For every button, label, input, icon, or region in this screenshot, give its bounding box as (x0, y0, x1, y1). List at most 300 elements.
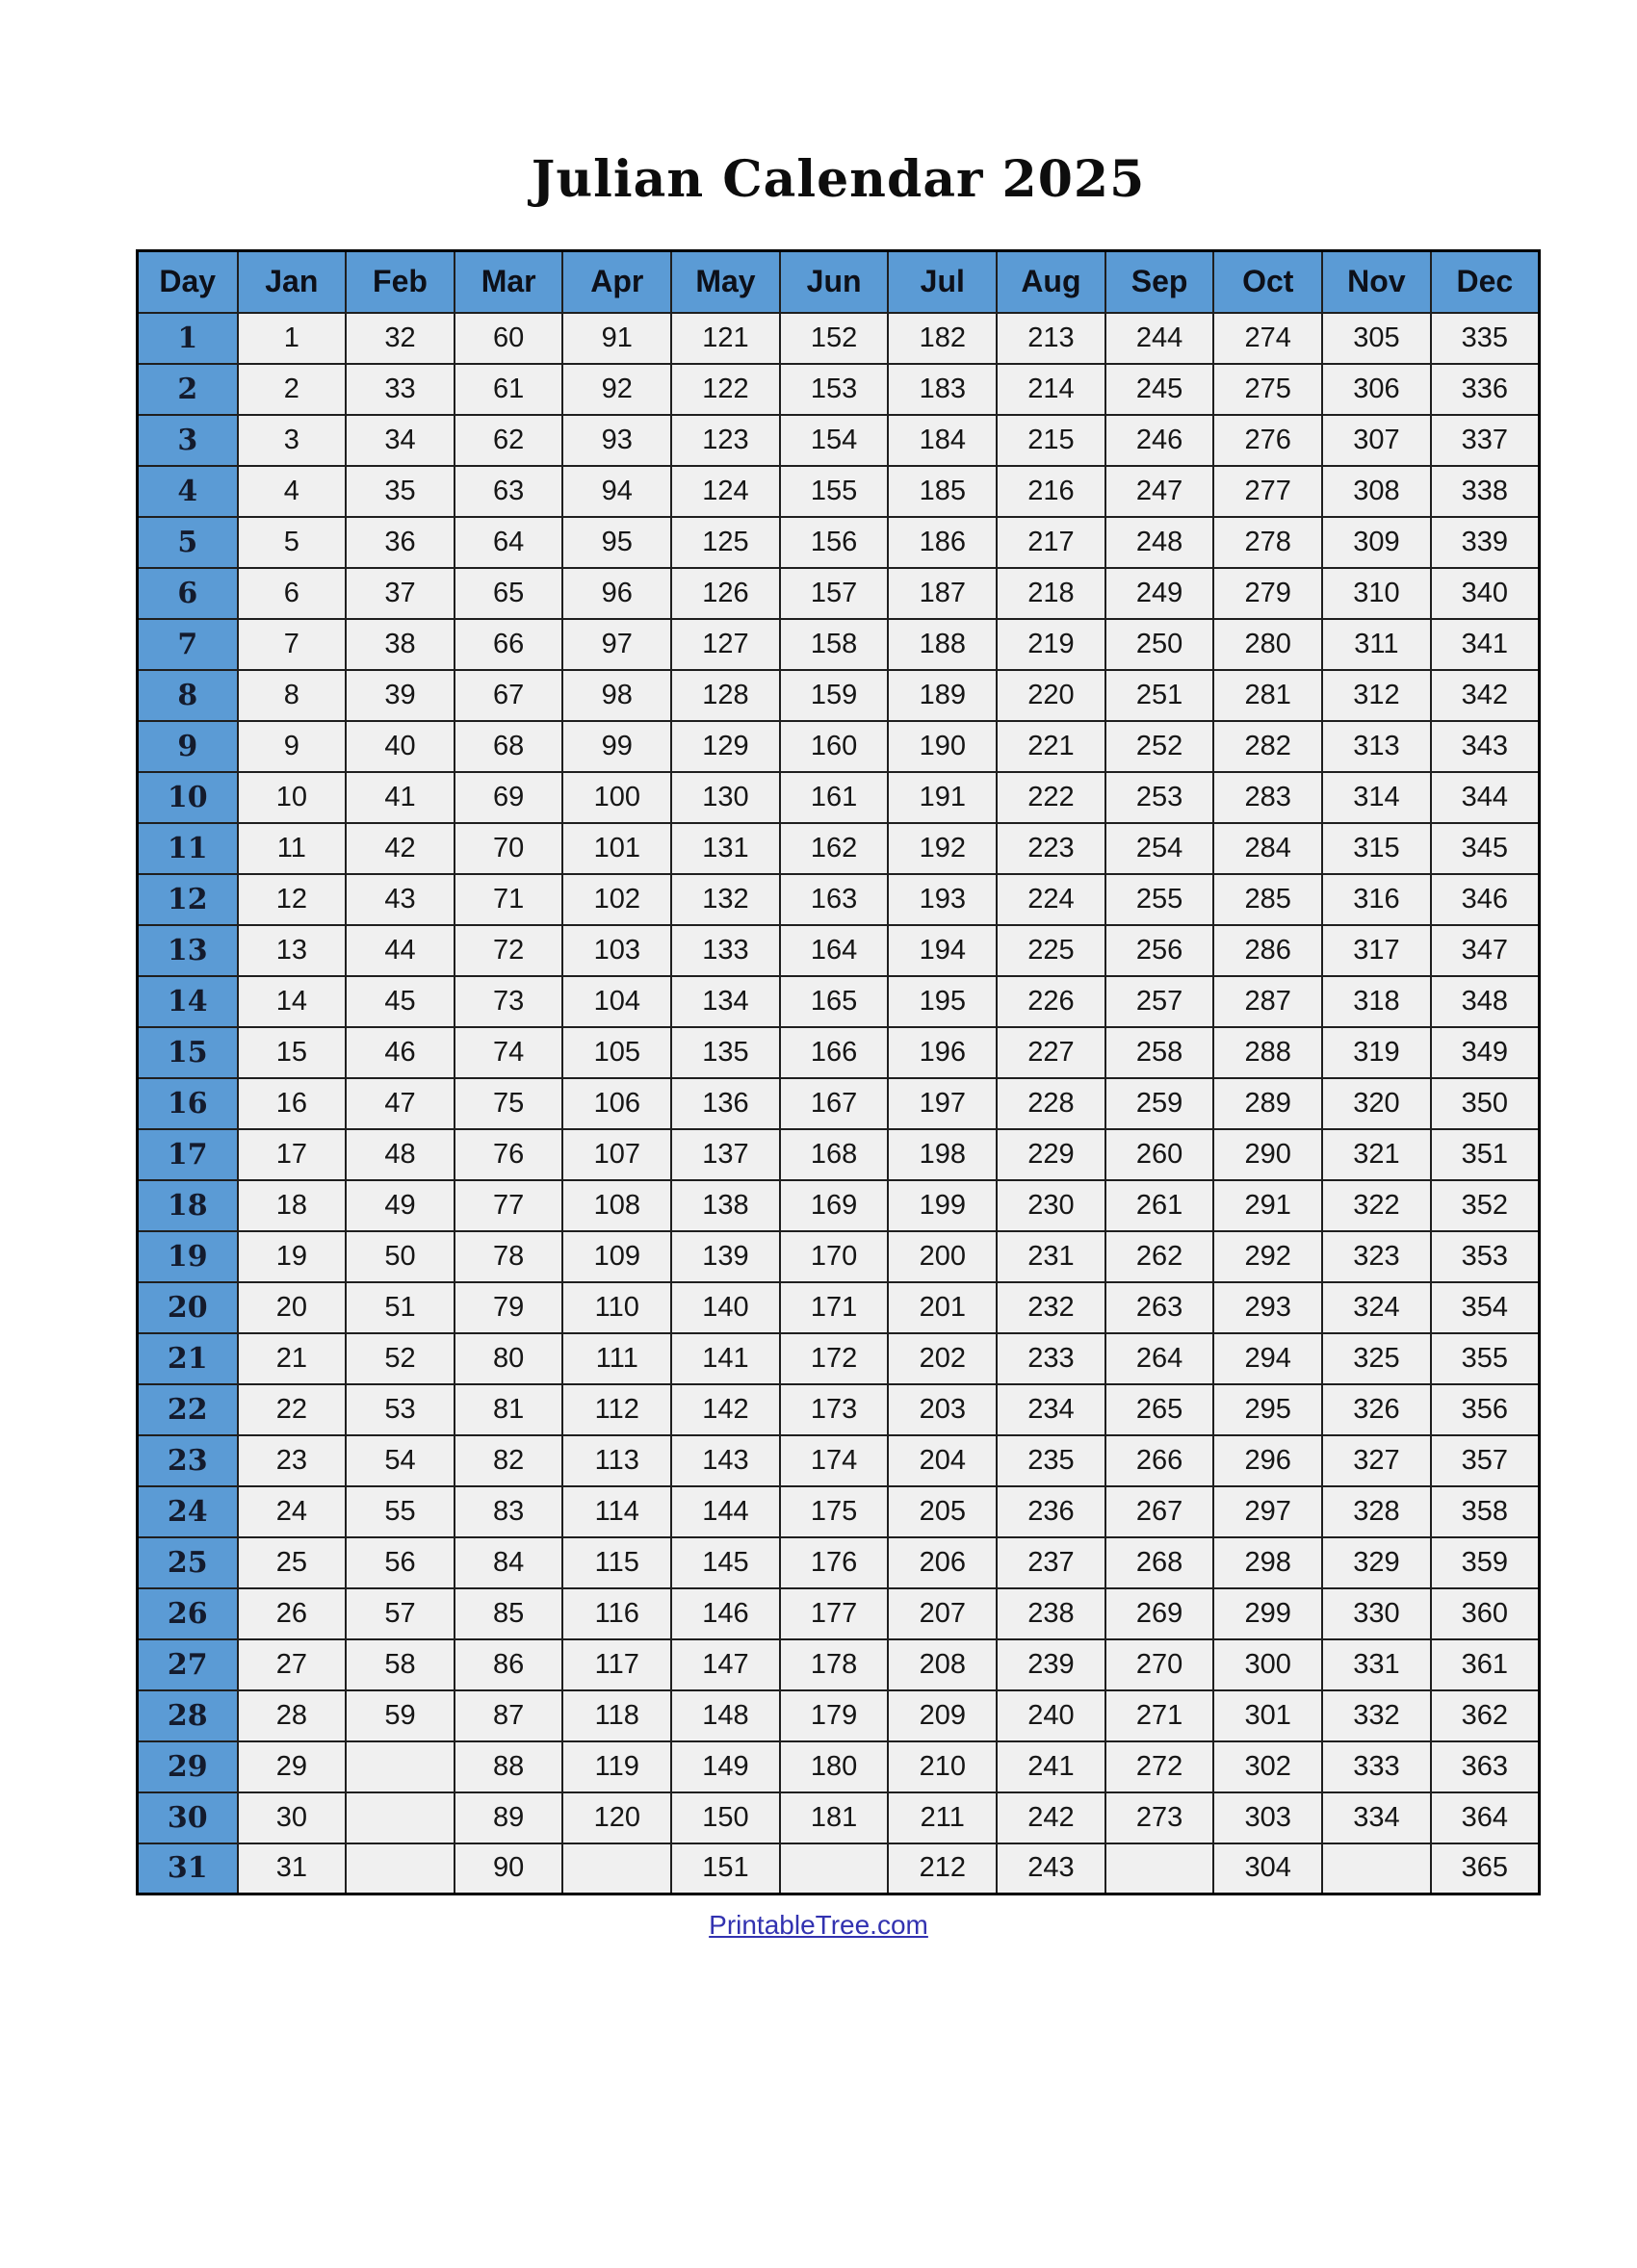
julian-day-cell: 104 (562, 976, 671, 1027)
julian-day-cell: 301 (1213, 1690, 1322, 1741)
julian-day-cell: 269 (1105, 1588, 1214, 1639)
julian-day-cell: 190 (888, 721, 997, 772)
julian-day-cell: 189 (888, 670, 997, 721)
julian-day-cell: 118 (562, 1690, 671, 1741)
julian-day-cell: 349 (1431, 1027, 1540, 1078)
julian-day-cell: 294 (1213, 1333, 1322, 1384)
julian-day-cell: 250 (1105, 619, 1214, 670)
julian-day-cell: 314 (1322, 772, 1431, 823)
julian-day-cell: 41 (346, 772, 455, 823)
julian-day-cell: 312 (1322, 670, 1431, 721)
julian-day-cell: 37 (346, 568, 455, 619)
julian-day-cell: 180 (780, 1741, 889, 1792)
julian-day-cell: 149 (671, 1741, 780, 1792)
julian-day-cell: 186 (888, 517, 997, 568)
julian-day-cell: 233 (997, 1333, 1105, 1384)
julian-day-cell: 100 (562, 772, 671, 823)
julian-day-cell: 354 (1431, 1282, 1540, 1333)
julian-day-cell: 206 (888, 1537, 997, 1588)
julian-day-cell: 245 (1105, 364, 1214, 415)
julian-day-cell: 7 (238, 619, 347, 670)
julian-day-cell: 79 (455, 1282, 563, 1333)
julian-day-cell: 323 (1322, 1231, 1431, 1282)
julian-day-cell: 184 (888, 415, 997, 466)
julian-day-cell: 365 (1431, 1843, 1540, 1894)
julian-day-cell: 305 (1322, 313, 1431, 364)
julian-day-cell: 343 (1431, 721, 1540, 772)
julian-day-cell: 258 (1105, 1027, 1214, 1078)
day-cell: 16 (138, 1078, 238, 1129)
day-cell: 5 (138, 517, 238, 568)
julian-day-cell: 226 (997, 976, 1105, 1027)
julian-day-cell: 306 (1322, 364, 1431, 415)
julian-day-cell: 240 (997, 1690, 1105, 1741)
julian-day-cell: 364 (1431, 1792, 1540, 1843)
julian-day-cell: 243 (997, 1843, 1105, 1894)
julian-day-cell: 23 (238, 1435, 347, 1486)
julian-day-cell: 69 (455, 772, 563, 823)
column-header-jun: Jun (780, 251, 889, 313)
julian-day-cell (1105, 1843, 1214, 1894)
julian-day-cell: 131 (671, 823, 780, 874)
julian-day-cell: 345 (1431, 823, 1540, 874)
julian-day-cell: 128 (671, 670, 780, 721)
julian-day-cell: 172 (780, 1333, 889, 1384)
julian-day-cell: 238 (997, 1588, 1105, 1639)
column-header-sep: Sep (1105, 251, 1214, 313)
julian-day-cell: 98 (562, 670, 671, 721)
julian-day-cell: 17 (238, 1129, 347, 1180)
julian-day-cell: 177 (780, 1588, 889, 1639)
julian-day-cell: 169 (780, 1180, 889, 1231)
julian-day-cell: 80 (455, 1333, 563, 1384)
julian-day-cell: 105 (562, 1027, 671, 1078)
julian-day-cell: 231 (997, 1231, 1105, 1282)
julian-day-cell: 318 (1322, 976, 1431, 1027)
julian-day-cell: 167 (780, 1078, 889, 1129)
julian-day-cell: 102 (562, 874, 671, 925)
table-row (138, 1486, 1540, 1537)
julian-day-cell: 127 (671, 619, 780, 670)
julian-day-cell: 202 (888, 1333, 997, 1384)
day-cell: 15 (138, 1027, 238, 1078)
julian-day-cell: 211 (888, 1792, 997, 1843)
day-cell: 18 (138, 1180, 238, 1231)
julian-day-cell: 357 (1431, 1435, 1540, 1486)
julian-day-cell: 297 (1213, 1486, 1322, 1537)
julian-day-cell: 2 (238, 364, 347, 415)
julian-day-cell: 209 (888, 1690, 997, 1741)
day-cell: 22 (138, 1384, 238, 1435)
julian-day-cell: 162 (780, 823, 889, 874)
julian-day-cell: 13 (238, 925, 347, 976)
julian-day-cell: 94 (562, 466, 671, 517)
julian-day-cell: 36 (346, 517, 455, 568)
table-row (138, 874, 1540, 925)
julian-day-cell: 34 (346, 415, 455, 466)
table-row (138, 1690, 1540, 1741)
julian-day-cell: 289 (1213, 1078, 1322, 1129)
julian-day-cell: 282 (1213, 721, 1322, 772)
julian-day-cell: 360 (1431, 1588, 1540, 1639)
julian-day-cell: 63 (455, 466, 563, 517)
julian-day-cell: 244 (1105, 313, 1214, 364)
table-row (138, 1588, 1540, 1639)
table-row (138, 1639, 1540, 1690)
julian-day-cell: 264 (1105, 1333, 1214, 1384)
julian-day-cell: 26 (238, 1588, 347, 1639)
julian-day-cell: 52 (346, 1333, 455, 1384)
julian-day-cell: 279 (1213, 568, 1322, 619)
column-header-jan: Jan (238, 251, 347, 313)
table-row (138, 415, 1540, 466)
julian-day-cell: 296 (1213, 1435, 1322, 1486)
julian-day-cell: 340 (1431, 568, 1540, 619)
julian-day-cell: 361 (1431, 1639, 1540, 1690)
julian-day-cell: 59 (346, 1690, 455, 1741)
table-row (138, 823, 1540, 874)
julian-day-cell: 176 (780, 1537, 889, 1588)
table-row (138, 1333, 1540, 1384)
julian-day-cell: 275 (1213, 364, 1322, 415)
julian-day-cell: 4 (238, 466, 347, 517)
footer-link[interactable]: PrintableTree.com (709, 1910, 928, 1940)
julian-day-cell: 271 (1105, 1690, 1214, 1741)
julian-day-cell: 227 (997, 1027, 1105, 1078)
julian-day-cell (346, 1741, 455, 1792)
julian-day-cell: 327 (1322, 1435, 1431, 1486)
julian-day-cell: 93 (562, 415, 671, 466)
julian-day-cell: 273 (1105, 1792, 1214, 1843)
table-row (138, 1129, 1540, 1180)
julian-day-cell: 276 (1213, 415, 1322, 466)
day-cell: 24 (138, 1486, 238, 1537)
julian-day-cell: 126 (671, 568, 780, 619)
julian-day-cell: 363 (1431, 1741, 1540, 1792)
column-header-jul: Jul (888, 251, 997, 313)
table-row (138, 1180, 1540, 1231)
julian-day-cell: 147 (671, 1639, 780, 1690)
table-row (138, 1792, 1540, 1843)
julian-day-cell: 121 (671, 313, 780, 364)
julian-day-cell: 84 (455, 1537, 563, 1588)
julian-day-cell: 293 (1213, 1282, 1322, 1333)
julian-day-cell: 321 (1322, 1129, 1431, 1180)
table-row (138, 1078, 1540, 1129)
table-row (138, 1537, 1540, 1588)
day-cell: 10 (138, 772, 238, 823)
julian-day-cell: 309 (1322, 517, 1431, 568)
julian-day-cell: 252 (1105, 721, 1214, 772)
julian-day-cell: 117 (562, 1639, 671, 1690)
julian-day-cell: 87 (455, 1690, 563, 1741)
julian-day-cell: 106 (562, 1078, 671, 1129)
julian-day-cell: 60 (455, 313, 563, 364)
table-row (138, 619, 1540, 670)
julian-day-cell: 157 (780, 568, 889, 619)
julian-day-cell: 83 (455, 1486, 563, 1537)
calendar-table-container (136, 249, 1541, 1895)
julian-day-cell: 90 (455, 1843, 563, 1894)
julian-day-cell: 163 (780, 874, 889, 925)
julian-day-cell: 322 (1322, 1180, 1431, 1231)
julian-day-cell: 96 (562, 568, 671, 619)
julian-day-cell: 195 (888, 976, 997, 1027)
julian-day-cell: 295 (1213, 1384, 1322, 1435)
julian-day-cell: 283 (1213, 772, 1322, 823)
julian-day-cell: 260 (1105, 1129, 1214, 1180)
julian-day-cell: 158 (780, 619, 889, 670)
table-row (138, 466, 1540, 517)
julian-day-cell: 350 (1431, 1078, 1540, 1129)
julian-day-cell: 77 (455, 1180, 563, 1231)
julian-day-cell: 181 (780, 1792, 889, 1843)
julian-day-cell: 328 (1322, 1486, 1431, 1537)
table-row (138, 1282, 1540, 1333)
day-cell: 4 (138, 466, 238, 517)
julian-day-cell: 65 (455, 568, 563, 619)
julian-day-cell: 114 (562, 1486, 671, 1537)
column-header-aug: Aug (997, 251, 1105, 313)
julian-day-cell: 57 (346, 1588, 455, 1639)
julian-day-cell: 236 (997, 1486, 1105, 1537)
julian-day-cell: 49 (346, 1180, 455, 1231)
table-row (138, 364, 1540, 415)
julian-day-cell: 336 (1431, 364, 1540, 415)
julian-day-cell: 103 (562, 925, 671, 976)
julian-day-cell: 222 (997, 772, 1105, 823)
julian-day-cell: 207 (888, 1588, 997, 1639)
julian-day-cell: 261 (1105, 1180, 1214, 1231)
julian-day-cell: 85 (455, 1588, 563, 1639)
table-row (138, 568, 1540, 619)
julian-day-cell: 173 (780, 1384, 889, 1435)
table-row (138, 976, 1540, 1027)
julian-day-cell: 109 (562, 1231, 671, 1282)
julian-day-cell: 221 (997, 721, 1105, 772)
julian-day-cell: 8 (238, 670, 347, 721)
julian-day-cell: 300 (1213, 1639, 1322, 1690)
julian-day-cell: 175 (780, 1486, 889, 1537)
julian-day-cell: 334 (1322, 1792, 1431, 1843)
julian-day-cell: 199 (888, 1180, 997, 1231)
julian-day-cell: 307 (1322, 415, 1431, 466)
julian-day-cell: 154 (780, 415, 889, 466)
julian-day-cell (562, 1843, 671, 1894)
column-header-feb: Feb (346, 251, 455, 313)
julian-day-cell: 166 (780, 1027, 889, 1078)
julian-day-cell: 68 (455, 721, 563, 772)
julian-day-cell: 325 (1322, 1333, 1431, 1384)
julian-day-cell: 29 (238, 1741, 347, 1792)
julian-day-cell: 66 (455, 619, 563, 670)
julian-day-cell: 232 (997, 1282, 1105, 1333)
julian-day-cell: 50 (346, 1231, 455, 1282)
julian-day-cell: 40 (346, 721, 455, 772)
julian-day-cell: 24 (238, 1486, 347, 1537)
julian-day-cell: 203 (888, 1384, 997, 1435)
julian-day-cell: 145 (671, 1537, 780, 1588)
julian-day-cell: 246 (1105, 415, 1214, 466)
julian-day-cell: 234 (997, 1384, 1105, 1435)
julian-day-cell: 30 (238, 1792, 347, 1843)
julian-day-cell: 287 (1213, 976, 1322, 1027)
julian-day-cell: 62 (455, 415, 563, 466)
julian-day-cell: 335 (1431, 313, 1540, 364)
julian-day-cell: 224 (997, 874, 1105, 925)
day-cell: 25 (138, 1537, 238, 1588)
day-cell: 13 (138, 925, 238, 976)
julian-day-cell: 212 (888, 1843, 997, 1894)
julian-day-cell: 107 (562, 1129, 671, 1180)
table-row (138, 1435, 1540, 1486)
julian-day-cell: 67 (455, 670, 563, 721)
julian-day-cell: 210 (888, 1741, 997, 1792)
julian-day-cell: 329 (1322, 1537, 1431, 1588)
julian-day-cell: 119 (562, 1741, 671, 1792)
julian-day-cell: 254 (1105, 823, 1214, 874)
day-cell: 19 (138, 1231, 238, 1282)
julian-day-cell: 111 (562, 1333, 671, 1384)
julian-day-cell: 333 (1322, 1741, 1431, 1792)
julian-day-cell: 317 (1322, 925, 1431, 976)
julian-day-cell: 16 (238, 1078, 347, 1129)
julian-day-cell: 219 (997, 619, 1105, 670)
julian-day-cell: 138 (671, 1180, 780, 1231)
julian-day-cell: 78 (455, 1231, 563, 1282)
julian-day-cell: 31 (238, 1843, 347, 1894)
julian-day-cell: 150 (671, 1792, 780, 1843)
julian-day-cell: 344 (1431, 772, 1540, 823)
julian-day-cell (1322, 1843, 1431, 1894)
julian-day-cell: 268 (1105, 1537, 1214, 1588)
julian-day-cell: 141 (671, 1333, 780, 1384)
julian-day-cell: 346 (1431, 874, 1540, 925)
julian-day-cell: 115 (562, 1537, 671, 1588)
julian-day-cell: 70 (455, 823, 563, 874)
julian-day-cell: 194 (888, 925, 997, 976)
julian-day-cell: 308 (1322, 466, 1431, 517)
day-cell: 26 (138, 1588, 238, 1639)
julian-day-cell (346, 1792, 455, 1843)
julian-day-cell: 303 (1213, 1792, 1322, 1843)
julian-day-cell: 124 (671, 466, 780, 517)
julian-day-cell: 64 (455, 517, 563, 568)
julian-day-cell: 129 (671, 721, 780, 772)
julian-day-cell: 74 (455, 1027, 563, 1078)
day-cell: 28 (138, 1690, 238, 1741)
julian-day-cell: 140 (671, 1282, 780, 1333)
julian-day-cell: 235 (997, 1435, 1105, 1486)
julian-day-cell: 179 (780, 1690, 889, 1741)
julian-day-cell: 148 (671, 1690, 780, 1741)
julian-day-cell: 120 (562, 1792, 671, 1843)
column-header-may: May (671, 251, 780, 313)
day-cell: 27 (138, 1639, 238, 1690)
column-header-oct: Oct (1213, 251, 1322, 313)
julian-day-cell: 302 (1213, 1741, 1322, 1792)
julian-day-cell: 73 (455, 976, 563, 1027)
julian-day-cell: 228 (997, 1078, 1105, 1129)
column-header-apr: Apr (562, 251, 671, 313)
julian-day-cell: 310 (1322, 568, 1431, 619)
day-cell: 20 (138, 1282, 238, 1333)
julian-day-cell: 338 (1431, 466, 1540, 517)
julian-day-cell: 225 (997, 925, 1105, 976)
julian-day-cell: 122 (671, 364, 780, 415)
julian-day-cell: 352 (1431, 1180, 1540, 1231)
julian-day-cell: 286 (1213, 925, 1322, 976)
julian-day-cell: 101 (562, 823, 671, 874)
julian-day-cell: 86 (455, 1639, 563, 1690)
julian-day-cell: 92 (562, 364, 671, 415)
julian-day-cell: 47 (346, 1078, 455, 1129)
julian-day-cell: 5 (238, 517, 347, 568)
julian-day-cell: 262 (1105, 1231, 1214, 1282)
julian-day-cell: 170 (780, 1231, 889, 1282)
julian-day-cell: 348 (1431, 976, 1540, 1027)
julian-day-cell: 81 (455, 1384, 563, 1435)
julian-day-cell: 299 (1213, 1588, 1322, 1639)
julian-day-cell: 185 (888, 466, 997, 517)
table-row (138, 1843, 1540, 1894)
day-cell: 8 (138, 670, 238, 721)
julian-day-cell: 182 (888, 313, 997, 364)
julian-day-cell: 178 (780, 1639, 889, 1690)
julian-day-cell: 213 (997, 313, 1105, 364)
julian-day-cell: 351 (1431, 1129, 1540, 1180)
julian-day-cell: 315 (1322, 823, 1431, 874)
julian-day-cell: 253 (1105, 772, 1214, 823)
julian-day-cell: 291 (1213, 1180, 1322, 1231)
julian-day-cell: 95 (562, 517, 671, 568)
julian-day-cell: 304 (1213, 1843, 1322, 1894)
julian-day-cell: 239 (997, 1639, 1105, 1690)
julian-day-cell: 160 (780, 721, 889, 772)
julian-day-cell: 113 (562, 1435, 671, 1486)
julian-day-cell: 267 (1105, 1486, 1214, 1537)
table-header-row (138, 251, 1540, 313)
table-row (138, 1027, 1540, 1078)
julian-day-cell: 20 (238, 1282, 347, 1333)
julian-day-cell: 125 (671, 517, 780, 568)
julian-day-cell: 200 (888, 1231, 997, 1282)
julian-day-cell: 266 (1105, 1435, 1214, 1486)
julian-day-cell: 355 (1431, 1333, 1540, 1384)
julian-day-cell: 292 (1213, 1231, 1322, 1282)
day-cell: 31 (138, 1843, 238, 1894)
day-cell: 1 (138, 313, 238, 364)
julian-day-cell: 341 (1431, 619, 1540, 670)
julian-day-cell: 53 (346, 1384, 455, 1435)
julian-day-cell: 25 (238, 1537, 347, 1588)
julian-day-cell: 326 (1322, 1384, 1431, 1435)
footer (0, 1910, 1637, 1941)
julian-day-cell: 280 (1213, 619, 1322, 670)
julian-day-cell: 218 (997, 568, 1105, 619)
julian-day-cell: 242 (997, 1792, 1105, 1843)
julian-day-cell: 247 (1105, 466, 1214, 517)
julian-day-cell: 161 (780, 772, 889, 823)
column-header-dec: Dec (1431, 251, 1540, 313)
julian-day-cell: 35 (346, 466, 455, 517)
day-cell: 2 (138, 364, 238, 415)
julian-day-cell: 91 (562, 313, 671, 364)
table-row (138, 1741, 1540, 1792)
julian-day-cell: 342 (1431, 670, 1540, 721)
julian-day-cell: 19 (238, 1231, 347, 1282)
julian-day-cell: 205 (888, 1486, 997, 1537)
